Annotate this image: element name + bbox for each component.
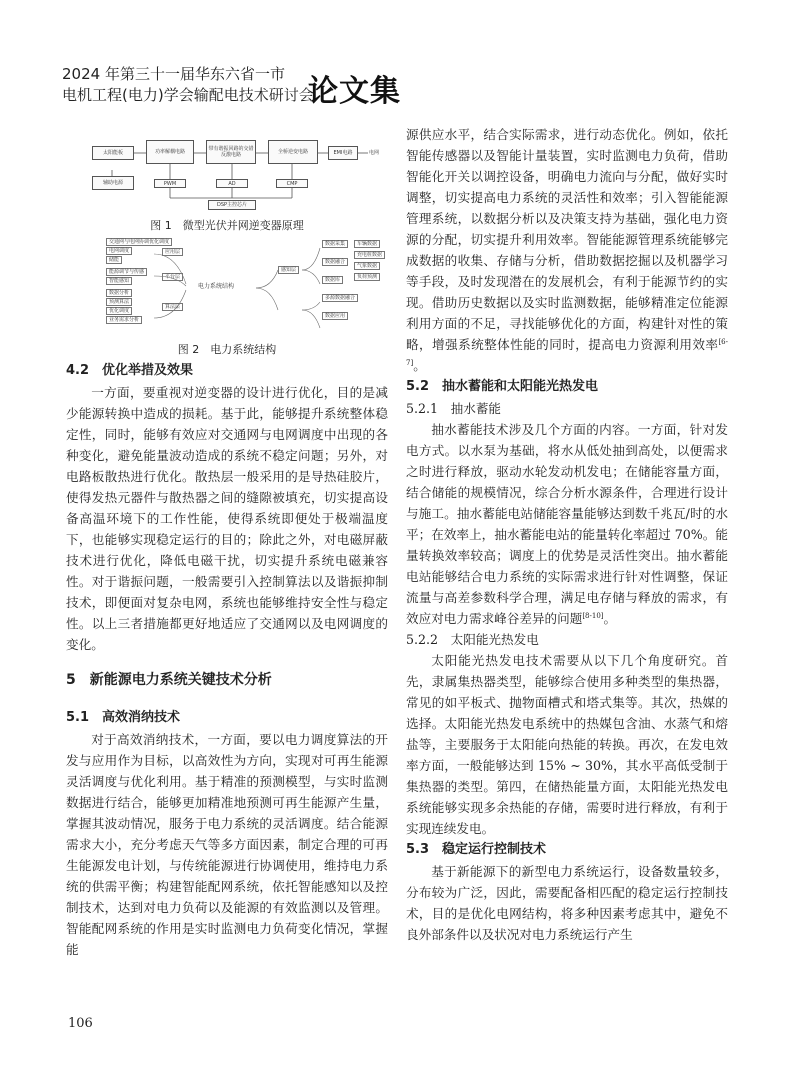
paragraph-end-mark: 。 [603,611,617,626]
figure-2-left-item: 能源调节与传感 [106,268,147,276]
section-5-2-heading: 5.2 抽水蓄能和太阳能光热发电 [406,379,599,394]
pv-panel-block: 太阳能板 [92,146,134,160]
figure-2-left-group-name: 平台层 [162,273,183,281]
left-column [66,124,388,960]
paragraph-5-1: 对于高效消纳技术，一方面，要以电力调度算法的开发与应用作为目标，以高效性为方向，实现对可再生能源灵活调度与优化利用。基于精准的预测模型，与实时监测数据进行结合，能够更加精准地预测可再生能源产生量，掌握其波动情况，服务于电力系统的灵活调度。结合能源需求大小，充分考虑天气等多方面因素，制定合理的可再生能源发电计划，与传统能源进行协调使用，维持电力系统的供需平衡；构建智能配网系统，依托智能感知以及控制技术，达到对电力负荷以及能源的有效监测以及管理。智能配网系统的作用是实时监测电力负荷变化情况，掌握能 [66,732,388,957]
paragraph-4-2: 一方面，要重视对逆变器的设计进行优化，目的是减少能源转换中造成的损耗。基于此，能够提升系统整体稳定性，同时，能够有效应对交通网与电网调度中出现的各种变化，避免能量波动造成的系统不稳定问题；另外，对电路板散热进行优化。散热层一般采用的是导热硅胶片，使得发热元器件与散热器之间的缝隙被填充，切实提高设备高温环境下的工作性能，使得系统即便处于极端温度下，也能够实现稳定运行的目的；除此之外，对电磁屏蔽技术进行优化，降低电磁干扰，切实提升系统电磁兼容性。对于谐振问题，一般需要引入控制算法以及谐振抑制技术，即便面对复杂电网，系统也能够维持安全性与稳定性。以上三者措施都更好地适应了交通网以及电网调度的变化。 [66,385,388,652]
section-5-1-heading: 5.1 高效消纳技术 [66,710,181,725]
figure-2-left-item: 智能感知 [106,277,132,285]
page-number: 106 [68,1016,93,1031]
citation-6-7: [6-7] [406,337,728,367]
figure-2-left-item: 数据分析 [106,289,132,297]
paragraph-end-mark: 。 [413,358,426,373]
dsp-block: DSP主控芯片 [208,200,256,210]
section-4-2-heading: 4.2 优化举措及效果 [66,363,194,378]
journal-header [62,64,482,110]
aux-power-block: 辅助电源 [92,176,134,190]
figure-2-right-item: 数据库 [322,276,343,284]
figure-2-right-item: 车辆数据 [354,240,380,248]
figure-1-caption: 图 1 微型光伏并网逆变器原理 [150,219,304,232]
figure-1 [66,132,388,214]
pwm-block: PWM [154,179,186,188]
figure-2-right-item: 气象数据 [354,262,380,270]
power-decoupling-block: 功率解耦电路 [146,140,194,164]
paragraph-5-1-cont [406,124,728,376]
figure-2-left-group-name: 算法层 [162,303,183,311]
header-line-1: 2024 年第三十一届华东六省一市 [62,65,285,83]
grid-label: 电网 [369,150,380,156]
isolation-flyback-block: 带有谐振回路的交错反激电路 [206,140,256,164]
section-5-3-heading: 5.3 稳定运行控制技术 [406,842,547,857]
figure-2-left-item: 优化调度 [106,307,132,315]
header-line-2: 电机工程(电力)学会输配电技术研讨会 [62,86,314,104]
figure-2-left-item: 储能 [106,256,122,264]
cmp-block: CMP [276,179,308,188]
figure-2-right-item: 多源数据融合 [322,294,358,302]
section-5-2-2-heading: 5.2.2 太阳能光热发电 [406,632,539,647]
section-5-heading: 5 新能源电力系统关键技术分析 [66,672,272,688]
right-column [406,124,728,945]
emi-block: EMI电路 [328,146,358,160]
figure-2-center-label: 电力系统结构 [198,283,235,290]
figure-2-left-item: 业务需求分析 [106,316,142,324]
figure-2-right-item: 数据融合 [322,258,348,266]
section-5-2-1-heading: 5.2.1 抽水蓄能 [406,401,502,416]
paragraph-5-2-1-text: 抽水蓄能技术涉及几个方面的内容。一方面，针对发电方式。以水泵为基础，将水从低处抽到高处，以便需求之时进行释放，驱动水轮发动机发电；在储能容量方面，结合储能的规模情况，综合分析水源条件，合理进行设计与施工。抽水蓄能电站储能容量能够达到数千兆瓦/时的水平；在效率上，抽水蓄能电站的能量转化率超过 70%。能量转换效率较高；调度上的优势是灵活性突出。抽水蓄能电站能够结合电力系统的实际需求进行针对性调整，保证流量与高差参数科学合理，满足电存储与释放的需求，有效应对电力需求峰谷差异的问题 [406,422,728,626]
figure-2-right-group-name: 感知层 [278,266,299,274]
figure-2 [66,236,388,340]
ad-block: AD [216,179,248,188]
figure-2-right-item: 数据应用 [322,312,348,320]
figure-2-left-item: 交通网与电网协调优化调度 [106,238,172,246]
paragraph-5-2-2: 太阳能光热发电技术需要从以下几个角度研究。首先，隶属集热器类型，能够综合使用多种类型的集热器，常见的如平板式、抛物面槽式和塔式集等。其次，热媒的选择。太阳能光热发电系统中的热媒包含油、水蒸气和熔盐等，主要服务于太阳能向热能的转换。再次，在发电效率方面，一般能够达到 15% ~ 30%，其水平高低受制于集热器的类型。第四，在储热能量方面，太阳能光热发电系统能够实现多余热能的存储，需要时进行释放，有利于实现连续发电。 [406,653,728,836]
paragraph-5-1-cont-text: 源供应水平，结合实际需求，进行动态优化。例如，依托智能传感器以及智能计量装置，实时监测电力负荷，借助智能化开关以调控设备，明确电力流向与分配，做好实时调整，切实提高电力系统的灵活性和效率；引入智能能源管理系统，以数据分析以及决策支持为基础，强化电力资源的分配，切实提升利用效率。智能能源管理系统能够完成数据的收集、存储与分析，借助数据挖掘以及机器学习等手段，及时发现潜在的发展机会，有利于能源节约的实现。借助历史数据以及实时监测数据，能够精准定位能源利用方面的不足，寻找能够优化的方面，构建针对性的策略，增强系统整体性能的同时，提高电力资源利用效率 [406,127,728,352]
figure-2-left-group-name: 应用层 [162,248,183,256]
header-title-big: 论文集 [308,74,401,109]
paragraph-5-3: 基于新能源下的新型电力系统运行，设备数量较多，分布较为广泛，因此，需要配备相匹配的稳定运行控制技术，目的是优化电网结构，将多种因素考虑其中，避免不良外部条件以及状况对电力系统运行产生 [406,864,728,942]
full-bridge-inverter-block: 全桥逆变电路 [268,140,318,164]
figure-2-right-item: 负荷预测 [354,273,380,281]
figure-2-right-item: 数据采集 [322,240,348,248]
citation-8-10: [8-10] [582,611,604,620]
paragraph-5-2-1 [406,419,728,629]
figure-2-left-item: 预测算法 [106,298,132,306]
figure-2-caption: 图 2 电力系统结构 [177,343,277,356]
figure-2-right-item: 充电桩数据 [354,251,385,259]
figure-2-left-item: 电网调度 [106,247,132,255]
